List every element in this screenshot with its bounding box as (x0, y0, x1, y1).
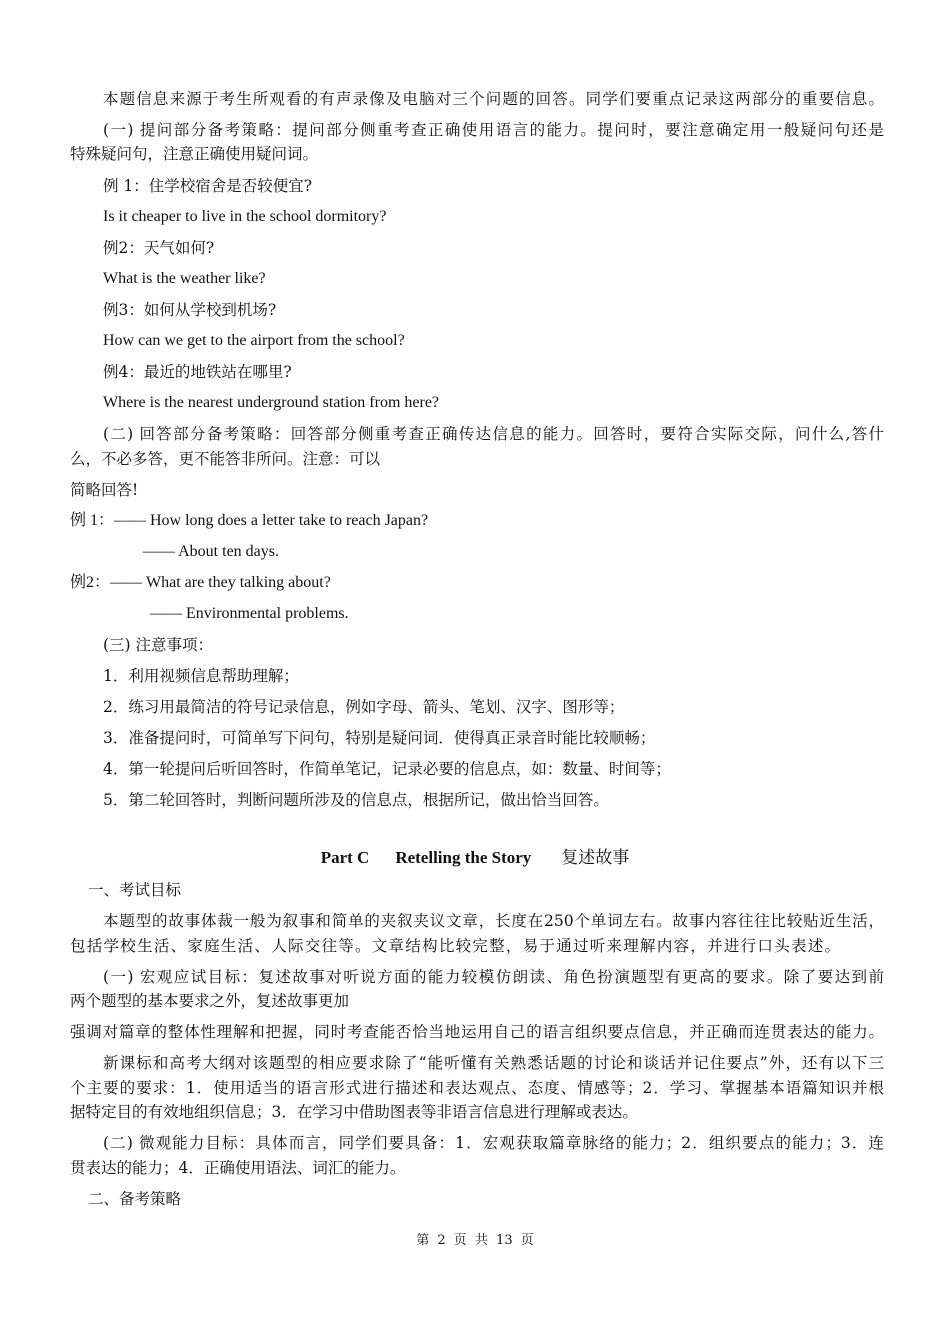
list-heading: (三) 注意事项： (103, 636, 214, 654)
paragraph-line: 贯表达的能力；4．正确使用语法、词汇的能力。 (70, 1159, 406, 1177)
dialogue-line: —— Environmental problems. (150, 605, 349, 622)
subheading: 二、备考策略 (88, 1190, 182, 1208)
list-item: 3．准备提问时，可简单写下问句，特别是疑问词．使得真正录音时能比较顺畅； (103, 729, 656, 747)
example-line: 例 1：住学校宿舍是否较便宜? (103, 177, 313, 195)
list-item: 2．练习用最简洁的符号记录信息，例如字母、箭头、笔划、汉字、图形等； (103, 698, 625, 716)
dialogue-line: —— About ten days. (143, 543, 279, 560)
heading-part: Part C (320, 848, 370, 867)
paragraph-line: 个主要的要求：1．使用适当的语言形式进行描述和表达观点、态度、情感等；2．学习、掌握基本语篇知识并根 (70, 1079, 884, 1097)
heading-chinese: 复述故事 (561, 848, 630, 868)
example-line: What is the weather like? (103, 270, 266, 287)
paragraph-line: 两个题型的基本要求之外，复述故事更加 (70, 992, 350, 1010)
section-heading (0, 847, 950, 869)
paragraph-line: 新课标和高考大纲对该题型的相应要求除了“能听懂有关熟悉话题的讨论和谈话并记住要点”外，还有以下三 (103, 1054, 884, 1072)
paragraph-line: 包括学校生活、家庭生活、人际交往等。文章结构比较完整，易于通过听来理解内容，并进行口头表述。 (70, 937, 840, 955)
paragraph-line: 么，不必多答，更不能答非所问。注意：可以 (70, 450, 381, 468)
example-line: 例4：最近的地铁站在哪里? (103, 363, 292, 381)
paragraph-line: 特殊疑问句，注意正确使用疑问词。 (70, 145, 319, 163)
page-footer: 第 2 页 共 13 页 (416, 1233, 534, 1248)
dialogue-line: 例 1：—— How long does a letter take to reach Japan? (70, 512, 429, 529)
subheading: 一、考试目标 (88, 881, 182, 899)
list-item: 5．第二轮回答时，判断问题所涉及的信息点，根据所记，做出恰当回答。 (103, 791, 609, 809)
example-line: How can we get to the airport from the school? (103, 332, 405, 349)
paragraph-line: (一) 宏观应试目标：复述故事对听说方面的能力较模仿朗读、角色扮演题型有更高的要求。除了要达到前 (103, 968, 884, 986)
list-item: 1．利用视频信息帮助理解； (103, 667, 299, 685)
paragraph-line: (二) 回答部分备考策略：回答部分侧重考查正确传达信息的能力。回答时，要符合实际交际，问什么,答什 (103, 425, 884, 443)
paragraph-line: 本题信息来源于考生所观看的有声录像及电脑对三个问题的回答。同学们要重点记录这两部分的重要信息。 (103, 90, 884, 108)
dialogue-line: 例2：—— What are they talking about? (70, 574, 331, 591)
paragraph-line: 本题型的故事体裁一般为叙事和简单的夹叙夹议文章，长度在250个单词左右。故事内容往往比较贴近生活， (103, 912, 884, 930)
example-line: Is it cheaper to live in the school dormitory? (103, 208, 387, 225)
example-line: 例3：如何从学校到机场? (103, 301, 277, 319)
paragraph-line: (二) 微观能力目标：具体而言，同学们要具备：1．宏观获取篇章脉络的能力；2．组织要点的能力；3．连 (103, 1134, 884, 1152)
example-line: Where is the nearest underground station from here? (103, 394, 440, 411)
paragraph-line: 简略回答! (70, 481, 139, 499)
example-line: 例2：天气如何? (103, 239, 215, 257)
paragraph-line: 据特定目的有效地组织信息；3．在学习中借助图表等非语言信息进行理解或表达。 (70, 1103, 638, 1121)
list-item: 4．第一轮提问后听回答时，作简单笔记，记录必要的信息点，如：数量、时间等； (103, 760, 671, 778)
paragraph-line: (一) 提问部分备考策略：提问部分侧重考查正确使用语言的能力。提问时，要注意确定用一般疑问句还是 (103, 121, 884, 139)
heading-title: Retelling the Story (395, 848, 532, 867)
paragraph-line: 强调对篇章的整体性理解和把握，同时考查能否恰当地运用自己的语言组织要点信息，并正确而连贯表达的能力。 (70, 1023, 884, 1041)
